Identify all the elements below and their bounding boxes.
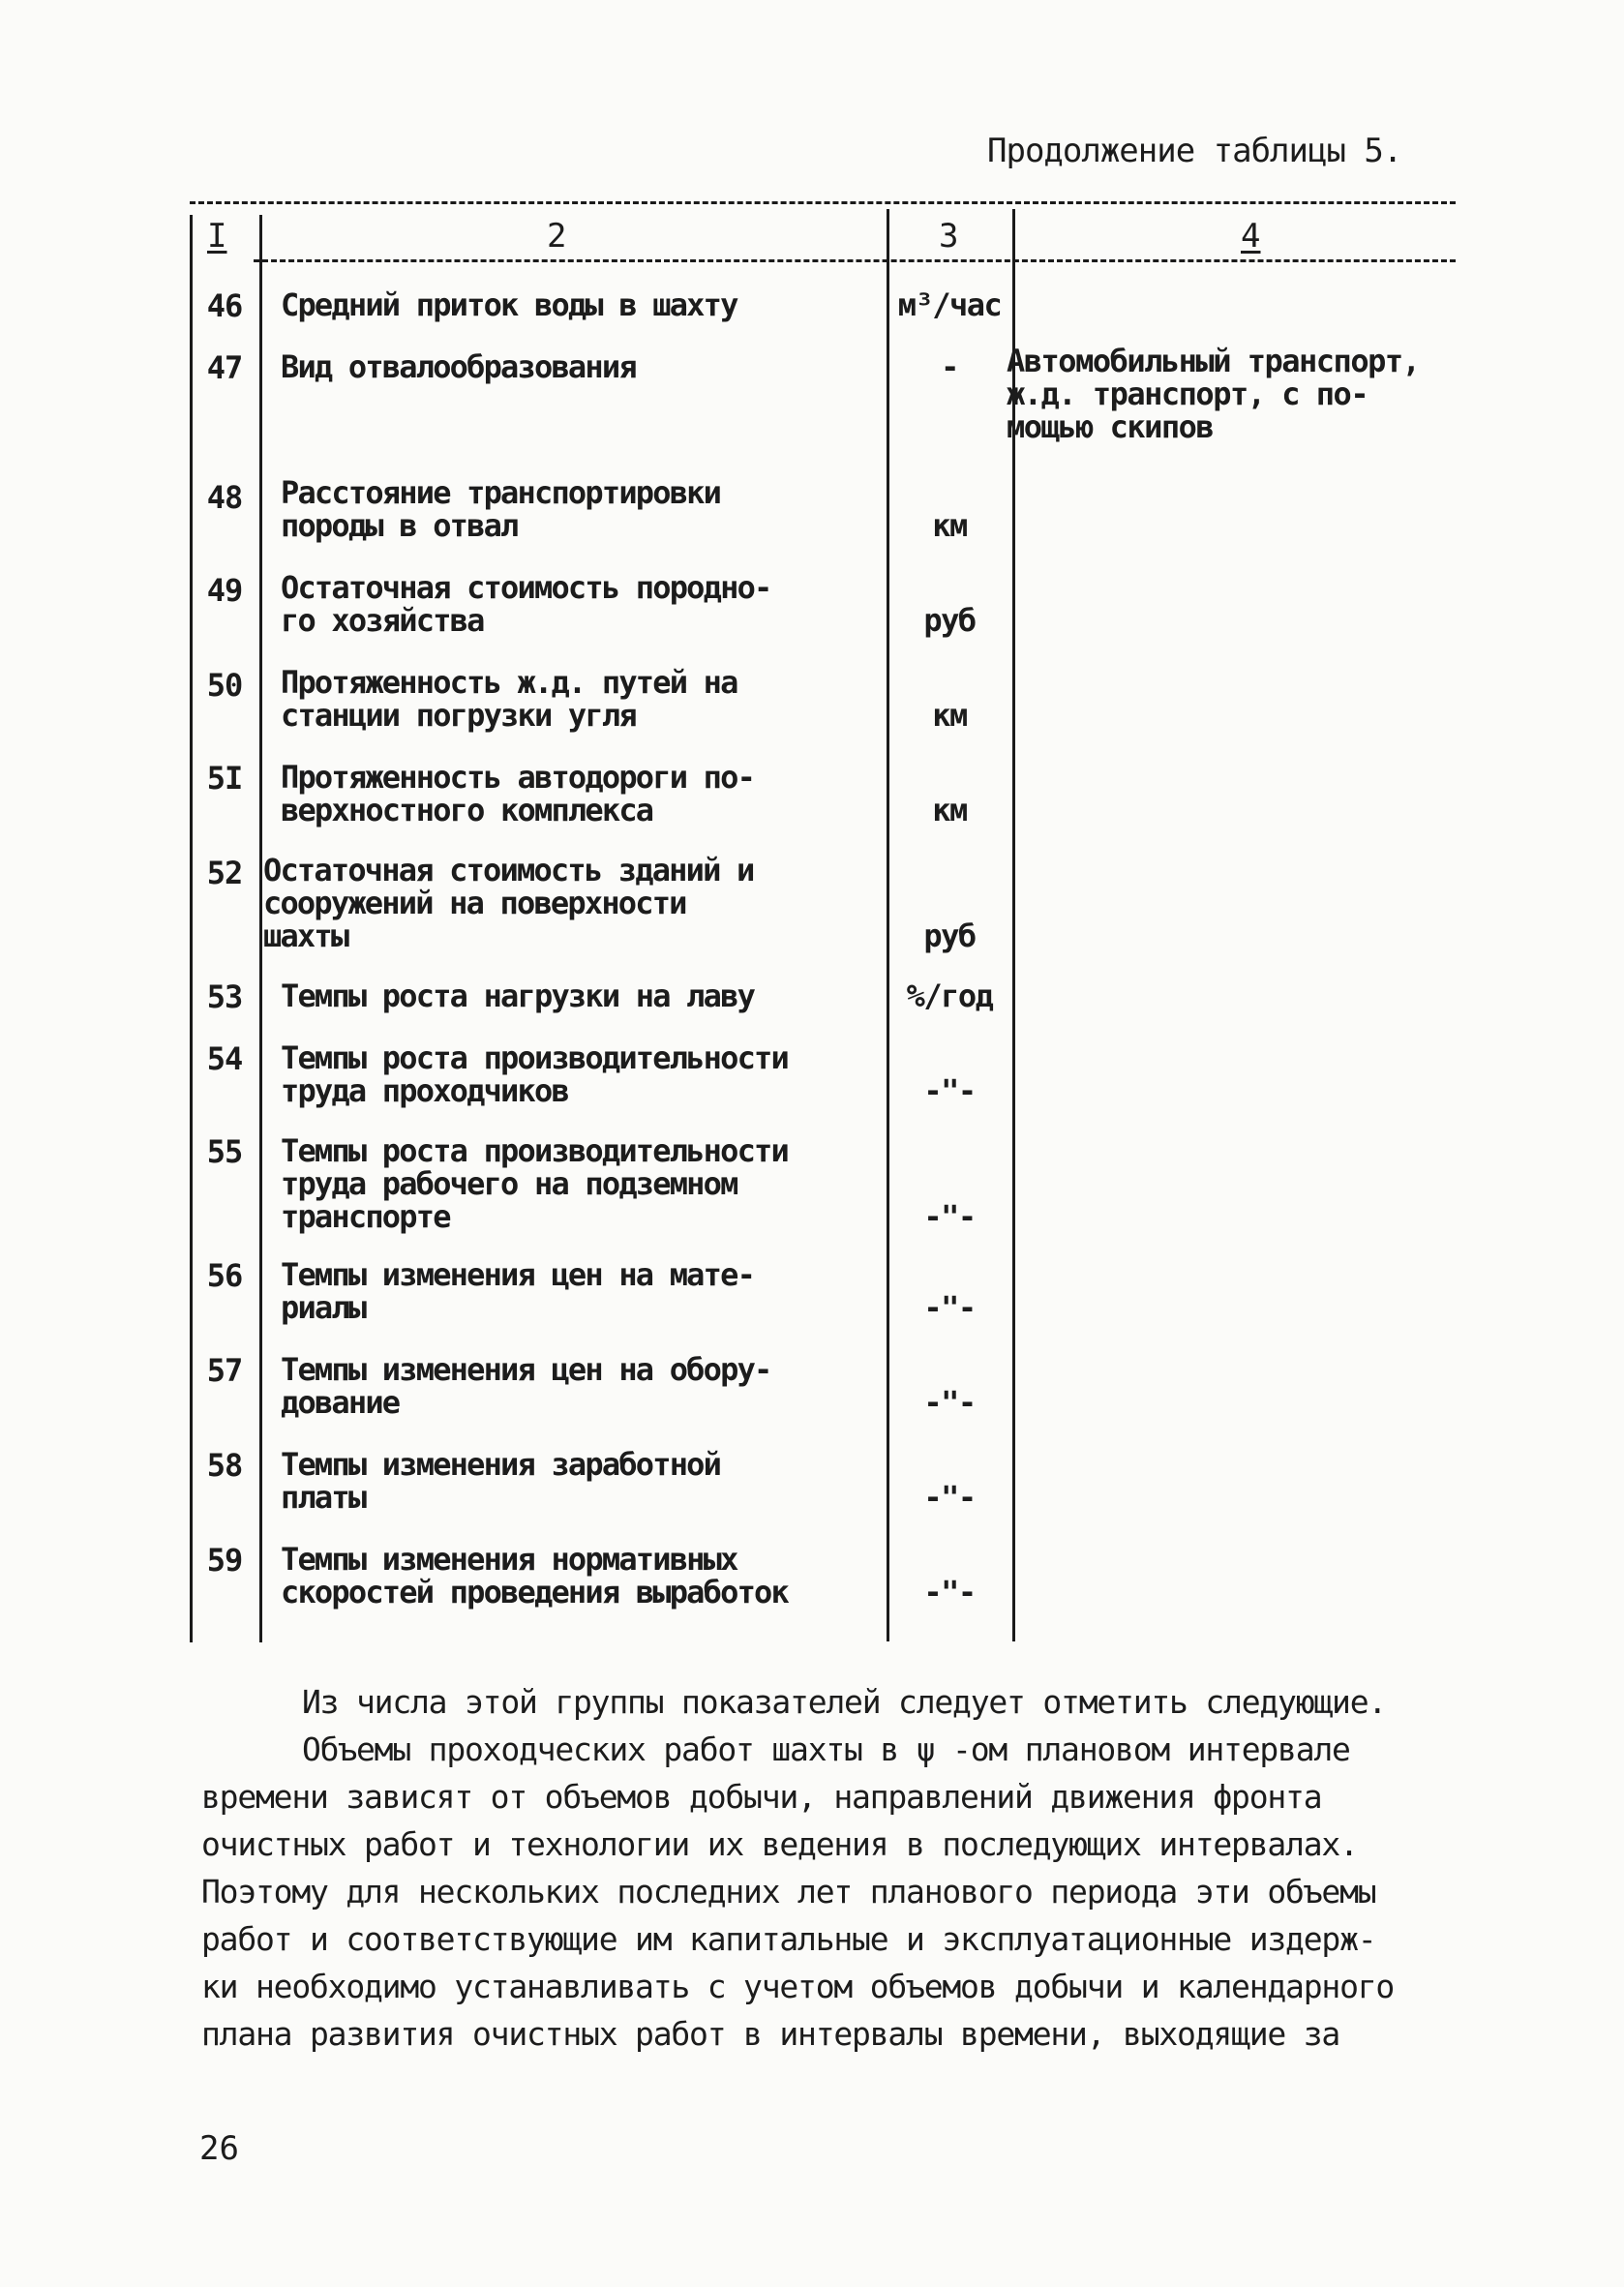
paragraph-line: Объемы проходческих работ шахты в ψ -ом плановом интервале	[302, 1730, 1350, 1768]
header-col-2: 2	[547, 217, 567, 256]
row-text: Вид отвалообразования	[281, 348, 636, 385]
paragraph-line: ки необходимо устанавливать с учетом объемов добычи и календарного	[201, 1968, 1395, 2005]
row-number: 47	[206, 349, 243, 386]
body-paragraph	[201, 1678, 1498, 2058]
paragraph-line: очистных работ и технологии их ведения в последующих интервалах.	[201, 1825, 1358, 1863]
paragraph-line: времени зависят от объемов добычи, направлений движения фронта	[201, 1778, 1322, 1816]
row-text: Протяженность автодороги по- верхностного комплекса	[281, 759, 755, 828]
row-text: Средний приток воды в шахту	[281, 286, 737, 323]
row-unit: м³/час	[897, 286, 1002, 323]
row-unit: -"-	[923, 1574, 976, 1610]
row-text: Остаточная стоимость породно- го хозяйства	[281, 569, 771, 639]
paragraph-line: Из числа этой группы показателей следует отметить следующие.	[302, 1683, 1387, 1721]
row-unit: руб	[923, 918, 976, 954]
row-unit: -"-	[923, 1479, 976, 1516]
row-number: 5I	[206, 760, 243, 797]
table-left-border	[190, 215, 193, 1642]
table-col1-divider	[259, 215, 262, 1642]
paragraph-line: Поэтому для нескольких последних лет планового периода эти объемы	[201, 1873, 1376, 1911]
row-number: 53	[206, 978, 243, 1015]
row-number: 56	[206, 1257, 243, 1294]
row-text: Протяженность ж.д. путей на станции погрузки угля	[281, 664, 737, 734]
row-unit: -	[941, 348, 958, 385]
row-number: 52	[206, 855, 243, 891]
row-number: 55	[206, 1133, 243, 1170]
row-unit: км	[932, 507, 967, 544]
row-number: 46	[206, 287, 243, 324]
table-header-rule	[254, 259, 1456, 262]
row-number: 49	[206, 572, 243, 609]
row-unit: км	[932, 697, 967, 734]
header-col-1: I	[207, 217, 227, 256]
row-text: Темпы роста производительности труда рабочего на подземном транспорте	[281, 1132, 788, 1235]
row-text: Темпы изменения цен на обору- дование	[281, 1351, 771, 1421]
paragraph-line: работ и соответствующие им капитальные и эксплуатационные издерж-	[201, 1920, 1376, 1958]
row-number: 50	[206, 667, 243, 704]
header-col-4: 4	[1241, 217, 1261, 256]
row-number: 48	[206, 479, 243, 516]
row-unit: -"-	[923, 1072, 976, 1109]
table-caption: Продолжение таблицы 5.	[987, 132, 1402, 170]
row-note: Автомобильный транспорт, ж.д. транспорт, с по- мощью скипов	[1007, 343, 1420, 445]
row-text: Темпы изменения нормативных скоростей проведения выработок	[281, 1541, 788, 1610]
row-text: Темпы роста нагрузки на лаву	[281, 978, 755, 1014]
row-number: 57	[206, 1352, 243, 1389]
row-unit: руб	[923, 602, 976, 639]
row-text: Темпы изменения цен на мате- риалы	[281, 1256, 755, 1326]
row-number: 54	[206, 1040, 243, 1077]
paragraph-line: плана развития очистных работ в интервалы времени, выходящие за	[201, 2015, 1340, 2053]
row-text: Остаточная стоимость зданий и сооружений на поверхности шахты	[263, 852, 754, 954]
row-unit: км	[932, 792, 967, 828]
page-number: 26	[199, 2129, 239, 2168]
header-col-3: 3	[939, 217, 959, 256]
row-text: Темпы роста производительности труда проходчиков	[281, 1039, 788, 1109]
row-number: 59	[206, 1542, 243, 1579]
row-unit: -"-	[923, 1198, 976, 1235]
row-text: Темпы изменения заработной платы	[281, 1446, 721, 1516]
row-unit: -"-	[923, 1289, 976, 1326]
row-unit: %/год	[906, 978, 993, 1014]
row-text: Расстояние транспортировки породы в отвал	[281, 474, 721, 544]
row-number: 58	[206, 1447, 243, 1484]
table-top-rule	[190, 201, 1456, 204]
row-unit: -"-	[923, 1384, 976, 1421]
